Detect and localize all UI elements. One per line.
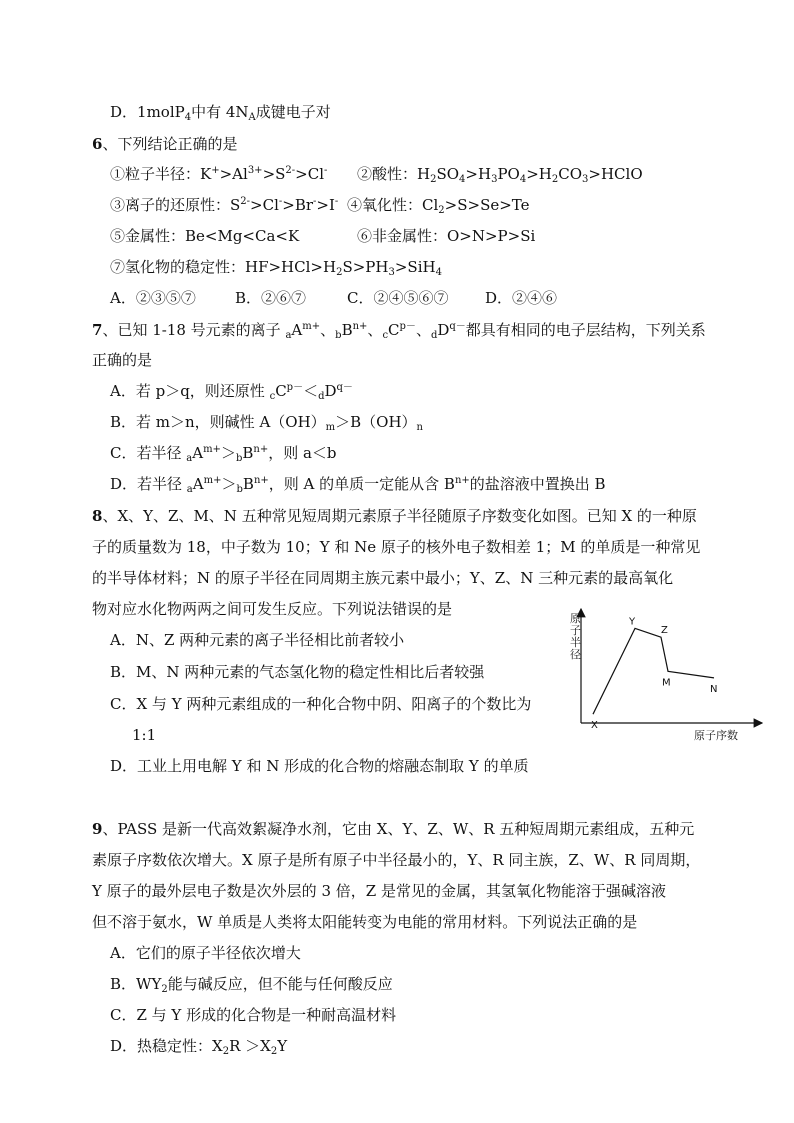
q7-option-d: D．若半径 $_aA^{m+}>_bB^{n+}$，则 A 的单质一定能从含 $B^{n+}$的盐溶液中置换出 B <box>110 475 606 495</box>
q6-option-a: A．②③⑤⑦ <box>110 289 196 307</box>
point-label-z: Z <box>661 625 668 637</box>
q6-option-b: B．②⑥⑦ <box>235 289 307 307</box>
point-label-n: N <box>710 683 718 695</box>
q6-item-7: ⑦氢化物的稳定性：$HF>HCl>H_2S>PH_3>SiH_4$ <box>110 258 442 278</box>
point-label-x: X <box>591 720 598 732</box>
y-axis-label-char: 原 <box>570 612 581 625</box>
q8-option-a: A．N、Z 两种元素的离子半径相比前者较小 <box>110 631 405 649</box>
q9-stem-line3: Y 原子的最外层电子数是次外层的 3 倍，Z 是常见的金属，其氢氧化物能溶于强碱溶液 <box>92 882 666 900</box>
q7-option-a: A．若 p＞q，则还原性 $_cC^{p-}<_dD^{q-}$ <box>110 382 353 402</box>
q9-option-a: A．它们的原子半径依次增大 <box>110 944 301 962</box>
q6-option-c: C．②④⑤⑥⑦ <box>347 289 449 307</box>
atomic-radius-figure <box>570 605 770 745</box>
point-label-m: M <box>662 677 671 689</box>
q9-stem-line1: 9、PASS 是新一代高效絮凝净水剂，它由 X、Y、Z、W、R 五种短周期元素组成，五种元 <box>92 820 695 838</box>
q8-stem-line4: 物对应水化物两两之间可发生反应。下列说法错误的是 <box>92 600 453 618</box>
q8-stem-line2: 子的质量数为 18，中子数为 10；Y 和 Ne 原子的核外电子数相差 1；M 的单质是一种常见 <box>92 538 701 556</box>
q8-option-d: D．工业上用电解 Y 和 N 形成的化合物的熔融态制取 Y 的单质 <box>110 757 529 775</box>
q8-option-b: B．M、N 两种元素的气态氢化物的稳定性相比后者较强 <box>110 663 485 681</box>
y-axis-label-char: 径 <box>570 648 581 661</box>
q6-stem: 6、下列结论正确的是 <box>92 135 238 153</box>
q6-option-d: D．②④⑥ <box>485 289 558 307</box>
q6-item-2: ②酸性：$H_2SO_4>H_3PO_4>H_2CO_3>HClO$ <box>357 165 643 185</box>
q6-item-4: ④氧化性：$Cl_2>S>Se>Te$ <box>347 196 530 216</box>
q8-option-c-line2: 1:1 <box>132 726 157 744</box>
y-axis-label-char: 半 <box>570 636 581 649</box>
q6-item-6: ⑥非金属性：O>N>P>Si <box>357 227 536 245</box>
q9-option-d: D．热稳定性：$X_2R >X_2Y$ <box>110 1037 288 1057</box>
q9-stem-line4: 但不溶于氨水，W 单质是人类将太阳能转变为电能的常用材料。下列说法正确的是 <box>92 913 638 931</box>
x-axis-label: 原子序数 <box>694 729 738 742</box>
q9-option-b: B．$WY_2$能与碱反应，但不能与任何酸反应 <box>110 975 393 995</box>
q8-stem-line3: 的半导体材料；N 的原子半径在同周期主族元素中最小；Y、Z、N 三种元素的最高氧化 <box>92 569 674 587</box>
q7-option-b: B．若 m＞n，则碱性 $A(OH)_m>B(OH)_n$ <box>110 413 423 433</box>
q7-option-c: C．若半径 $_aA^{m+}>_bB^{n+}$，则 a＜b <box>110 444 337 464</box>
radius-curve <box>593 628 714 714</box>
q9-option-c: C．Z 与 Y 形成的化合物是一种耐高温材料 <box>110 1006 397 1024</box>
q5-option-d: D．1molP$_4$中有 $4N_A$成键电子对 <box>110 103 331 123</box>
q6-item-3: ③离子的还原性：$S^{2-}>Cl^->Br^->I^-$ <box>110 196 339 214</box>
q7-stem-line1: 7、已知 1-18 号元素的离子 $_aA^{m+}$、$_bB^{n+}$、$_cC^{p-}$、$_dD^{q-}$都具有相同的电子层结构，下列关系 <box>92 321 706 341</box>
point-label-y: Y <box>629 616 636 628</box>
q7-stem-line2: 正确的是 <box>92 351 153 369</box>
q6-item-1: ①粒子半径：$K^+>Al^{3+}>S^{2-}>Cl^-$ <box>110 165 328 183</box>
y-axis-label <box>570 612 581 661</box>
q9-stem-line2: 素原子序数依次增大。X 原子是所有原子中半径最小的，Y、R 同主族，Z、W、R 同周期， <box>92 851 701 869</box>
y-axis-label-char: 子 <box>570 624 581 637</box>
q8-stem-line1: 8、X、Y、Z、M、N 五种常见短周期元素原子半径随原子序数变化如图。已知 X 的一种原 <box>92 507 697 525</box>
q8-option-c-line1: C．X 与 Y 两种元素组成的一种化合物中阴、阳离子的个数比为 <box>110 695 532 713</box>
q6-item-5: ⑤金属性：Be<Mg<Ca<K <box>110 227 300 245</box>
